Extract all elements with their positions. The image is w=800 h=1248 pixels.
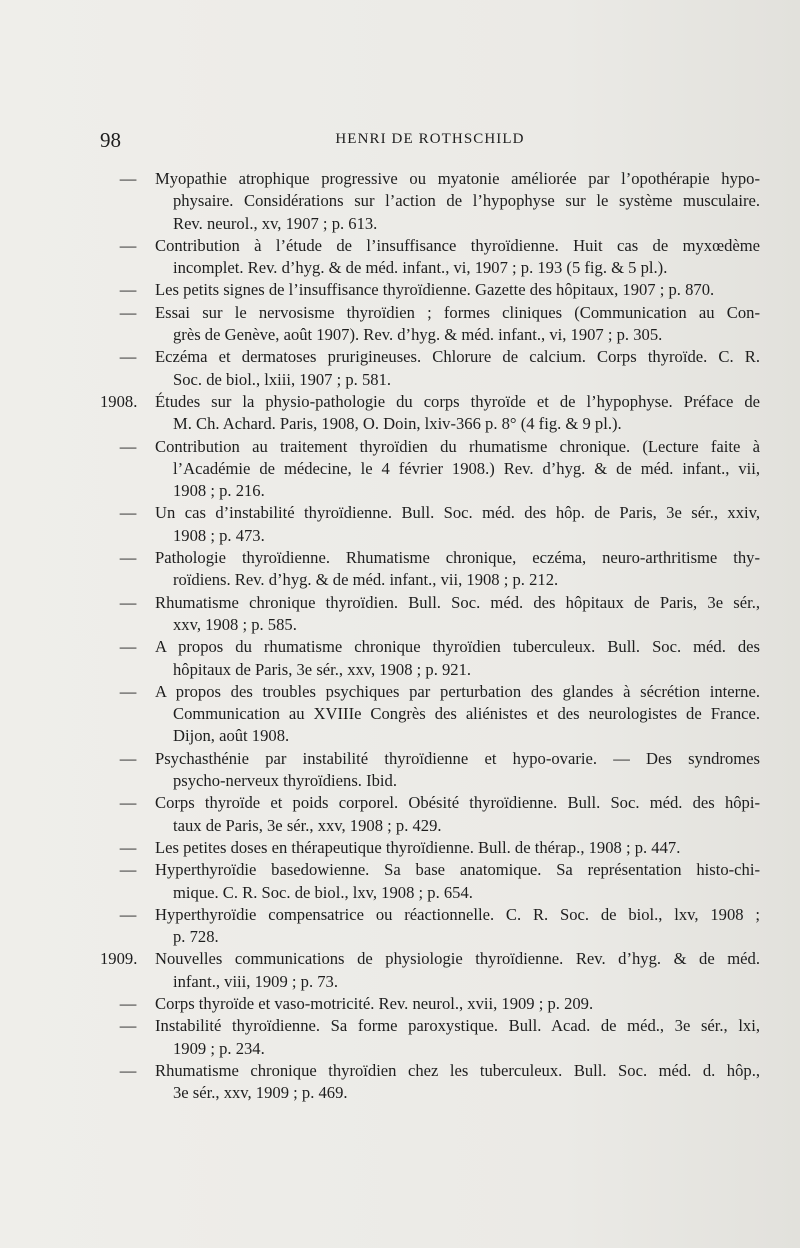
entry-line: Études sur la physio-pathologie du corps thyroïde et de l’hypophyse. Préface de (155, 391, 760, 411)
entry-dash: — (119, 280, 137, 300)
entry-line: Un cas d’instabilité thyroïdienne. Bull. Soc. méd. des hôp. de Paris, 3e sér., xxiv, (155, 503, 760, 523)
entry-dash: — (119, 1060, 137, 1080)
entry-dash: — (119, 235, 137, 255)
entry-line: physaire. Considérations sur l’action de l’hypophyse sur le système musculaire. (173, 191, 760, 211)
bibliography-entry (100, 502, 760, 547)
entry-dash: — (119, 993, 137, 1013)
entry-line: Rhumatisme chronique thyroïdien. Bull. Soc. méd. des hôpitaux de Paris, 3e sér., (155, 592, 760, 612)
bibliography-entry (100, 1060, 760, 1105)
bibliography-entry (100, 235, 760, 280)
running-head (100, 128, 760, 152)
entry-line: Essai sur le nervosisme thyroïdien ; formes cliniques (Communication au Con- (155, 302, 760, 322)
entry-dash: — (119, 436, 137, 456)
bibliography-entry (100, 948, 760, 993)
entry-dash: — (119, 793, 137, 813)
bibliography-list (100, 168, 760, 1104)
entry-dash: — (119, 637, 137, 657)
bibliography-entry (100, 837, 760, 859)
entry-dash: — (119, 302, 137, 322)
entry-dash: — (119, 592, 137, 612)
bibliography-entry (100, 302, 760, 347)
bibliography-entry (100, 436, 760, 503)
entry-line: xxv, 1908 ; p. 585. (173, 614, 297, 634)
entry-line: 1908 ; p. 216. (173, 481, 265, 501)
entry-line: Pathologie thyroïdienne. Rhumatisme chronique, eczéma, neuro-arthritisme thy- (155, 548, 760, 568)
entry-line: Soc. de biol., lxiii, 1907 ; p. 581. (173, 369, 392, 389)
entry-line: l’Académie de médecine, le 4 février 1908.) Rev. d’hyg. & de méd. infant., vii, (173, 458, 760, 478)
entry-line: M. Ch. Achard. Paris, 1908, O. Doin, lxiv-366 p. 8° (4 fig. & 9 pl.). (173, 414, 622, 434)
entry-dash: — (119, 748, 137, 768)
entry-dash: — (119, 169, 137, 188)
entry-dash: — (119, 837, 137, 857)
page-number: 98 (100, 128, 121, 152)
entry-line: Les petites doses en thérapeutique thyroïdienne. Bull. de thérap., 1908 ; p. 447. (155, 837, 681, 857)
entry-line: p. 728. (173, 927, 219, 947)
bibliography-entry (100, 859, 760, 904)
entry-line: Communication au XVIIIe Congrès des aliénistes et des neurologistes de France. (173, 704, 760, 724)
entry-line: Contribution à l’étude de l’insuffisance thyroïdienne. Huit cas de myxœdème (155, 235, 760, 255)
entry-line: roïdiens. Rev. d’hyg. & de méd. infant., vii, 1908 ; p. 212. (173, 570, 559, 590)
entry-line: Psychasthénie par instabilité thyroïdienne et hypo-ovarie. — Des syndromes (155, 748, 760, 768)
bibliography-entry (100, 792, 760, 837)
entry-line: grès de Genève, août 1907). Rev. d’hyg. & méd. infant., vi, 1907 ; p. 305. (173, 325, 663, 345)
running-head-title: HENRI DE ROTHSCHILD (335, 131, 525, 147)
entry-dash: — (119, 503, 137, 523)
bibliography-entry (100, 592, 760, 637)
entry-line: hôpitaux de Paris, 3e sér., xxv, 1908 ; p. 921. (173, 659, 472, 679)
bibliography-entry (100, 168, 760, 235)
bibliography-entry (100, 993, 760, 1015)
bibliography-entry (100, 279, 760, 301)
bibliography-entry (100, 904, 760, 949)
entry-line: Instabilité thyroïdienne. Sa forme paroxystique. Bull. Acad. de méd., 3e sér., lxi, (155, 1016, 760, 1036)
entry-dash: — (119, 904, 137, 924)
entry-year: 1909. (100, 949, 138, 969)
entry-line: Hyperthyroïdie basedowienne. Sa base anatomique. Sa représentation histo-chi- (155, 860, 760, 880)
entry-dash: — (119, 548, 137, 568)
entry-dash: — (119, 347, 137, 367)
bibliography-entry (100, 1015, 760, 1060)
entry-line: Corps thyroïde et poids corporel. Obésité thyroïdienne. Bull. Soc. méd. des hôpi- (155, 793, 760, 813)
entry-dash: — (119, 1016, 137, 1036)
entry-line: infant., viii, 1909 ; p. 73. (173, 971, 339, 991)
bibliography-entry (100, 681, 760, 748)
entry-line: Contribution au traitement thyroïdien du rhumatisme chronique. (Lecture faite à (155, 436, 760, 456)
entry-line: A propos du rhumatisme chronique thyroïdien tuberculeux. Bull. Soc. méd. des (155, 637, 760, 657)
entry-line: psycho-nerveux thyroïdiens. Ibid. (173, 771, 397, 791)
entry-line: 1908 ; p. 473. (173, 525, 265, 545)
entry-line: mique. C. R. Soc. de biol., lxv, 1908 ; p. 654. (173, 882, 473, 902)
entry-line: Hyperthyroïdie compensatrice ou réactionnelle. C. R. Soc. de biol., lxv, 1908 ; (155, 904, 760, 924)
entry-dash: — (119, 860, 137, 880)
bibliography-entry (100, 636, 760, 681)
entry-line: Rhumatisme chronique thyroïdien chez les tuberculeux. Bull. Soc. méd. d. hôp., (155, 1060, 760, 1080)
entry-line: Nouvelles communications de physiologie thyroïdienne. Rev. d’hyg. & de méd. (155, 949, 760, 969)
bibliography-entry (100, 391, 760, 436)
entry-line: 3e sér., xxv, 1909 ; p. 469. (173, 1083, 348, 1103)
entry-line: taux de Paris, 3e sér., xxv, 1908 ; p. 429. (173, 815, 442, 835)
entry-line: Myopathie atrophique progressive ou myatonie améliorée par l’opothérapie hypo- (155, 169, 760, 188)
entry-line: 1909 ; p. 234. (173, 1038, 265, 1058)
entry-line: Corps thyroïde et vaso-motricité. Rev. neurol., xvii, 1909 ; p. 209. (155, 993, 594, 1013)
bibliography-entry (100, 346, 760, 391)
entry-line: Rev. neurol., xv, 1907 ; p. 613. (173, 213, 378, 233)
entry-line: A propos des troubles psychiques par perturbation des glandes à sécrétion interne. (155, 681, 760, 701)
entry-line: Eczéma et dermatoses prurigineuses. Chlorure de calcium. Corps thyroïde. C. R. (155, 347, 760, 367)
entry-dash: — (119, 681, 137, 701)
bibliography-entry (100, 748, 760, 793)
entry-line: Dijon, août 1908. (173, 726, 290, 746)
entry-line: Les petits signes de l’insuffisance thyroïdienne. Gazette des hôpitaux, 1907 ; p. 870. (155, 280, 715, 300)
entry-year: 1908. (100, 391, 138, 411)
entry-line: incomplet. Rev. d’hyg. & de méd. infant., vi, 1907 ; p. 193 (5 fig. & 5 pl.). (173, 258, 668, 278)
bibliography-entry (100, 547, 760, 592)
